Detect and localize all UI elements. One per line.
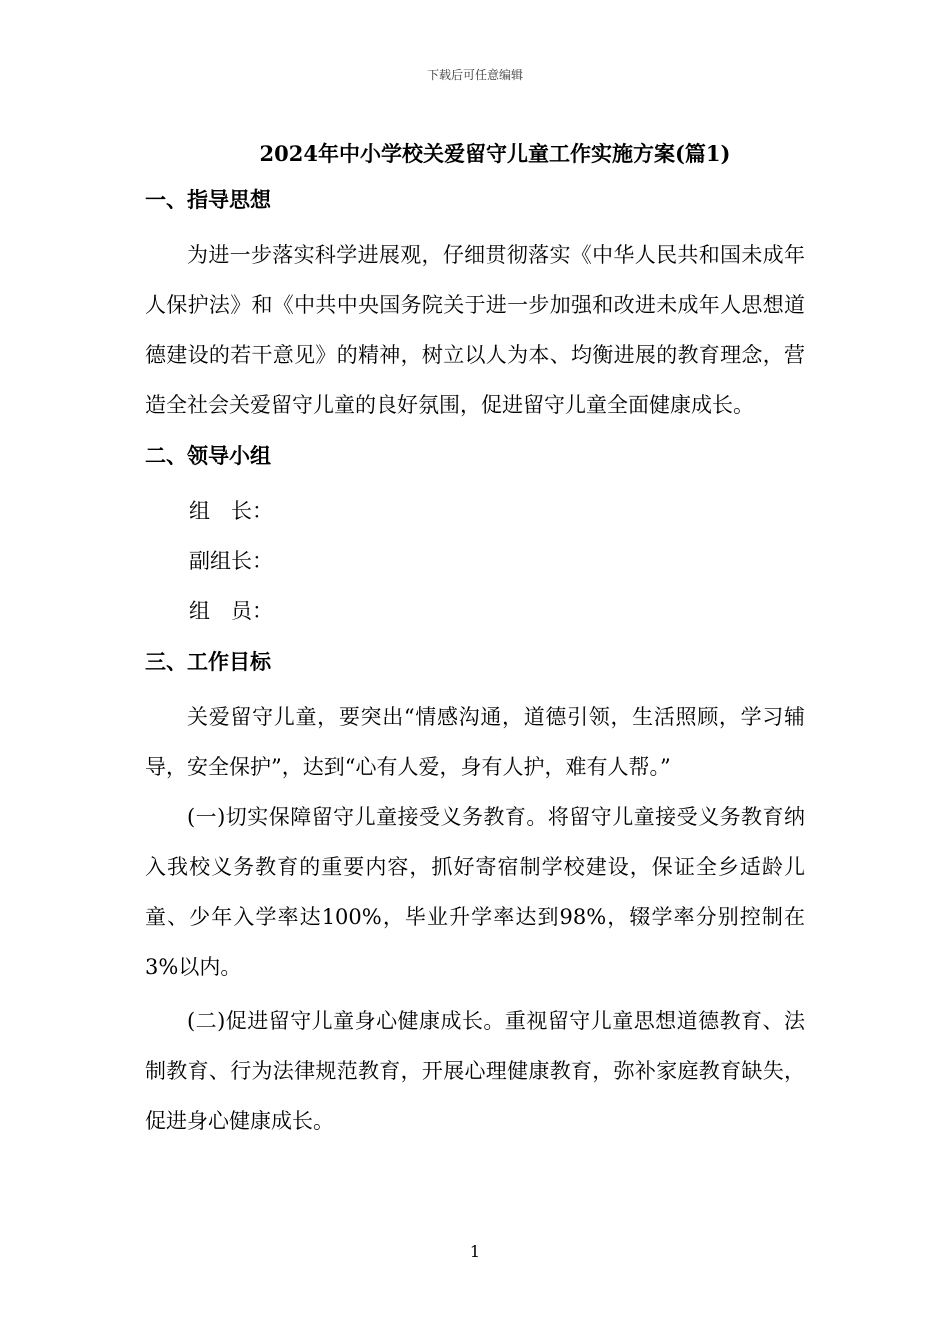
page-number: 1 xyxy=(469,1242,481,1261)
member-members: 组 员： xyxy=(189,599,273,623)
paragraph-work-goals-1: (一)切实保障留守儿童接受义务教育。将留守儿童接受义务教育纳入我校义务教育的重要内容，抓好寄宿制学校建设，保证全乡适龄儿童、少年入学率达100%，毕业升学率达到98%，辍学率分别控制在3%以内。 xyxy=(145,805,805,979)
document-body xyxy=(145,180,805,1146)
header-note: 下载后可任意编辑 xyxy=(426,68,523,82)
section-heading-work-goals: 三、工作目标 xyxy=(145,649,271,674)
paragraph-work-goals-2: (二)促进留守儿童身心健康成长。重视留守儿童思想道德教育、法制教育、行为法律规范教育，开展心理健康教育，弥补家庭教育缺失，促进身心健康成长。 xyxy=(145,1009,805,1133)
member-leader: 组 长： xyxy=(189,499,273,523)
document-title: 2024年中小学校关爱留守儿童工作实施方案(篇1) xyxy=(259,141,731,166)
paragraph-work-goals-intro: 关爱留守儿童，要突出“情感沟通，道德引领，生活照顾，学习辅导，安全保护”，达到“心有人爱，身有人护，难有人帮。” xyxy=(145,705,805,779)
member-deputy-leader: 副组长： xyxy=(189,549,273,573)
section-heading-guiding-ideology: 一、指导思想 xyxy=(145,187,271,212)
paragraph-guiding-ideology: 为进一步落实科学进展观，仔细贯彻落实《中华人民共和国未成年人保护法》和《中共中央国务院关于进一步加强和改进未成年人思想道德建设的若干意见》的精神，树立以人为本、均衡进展的教育理念，营造全社会关爱留守儿童的良好氛围，促进留守儿童全面健康成长。 xyxy=(145,243,805,417)
section-heading-leadership-group: 二、领导小组 xyxy=(145,443,271,468)
